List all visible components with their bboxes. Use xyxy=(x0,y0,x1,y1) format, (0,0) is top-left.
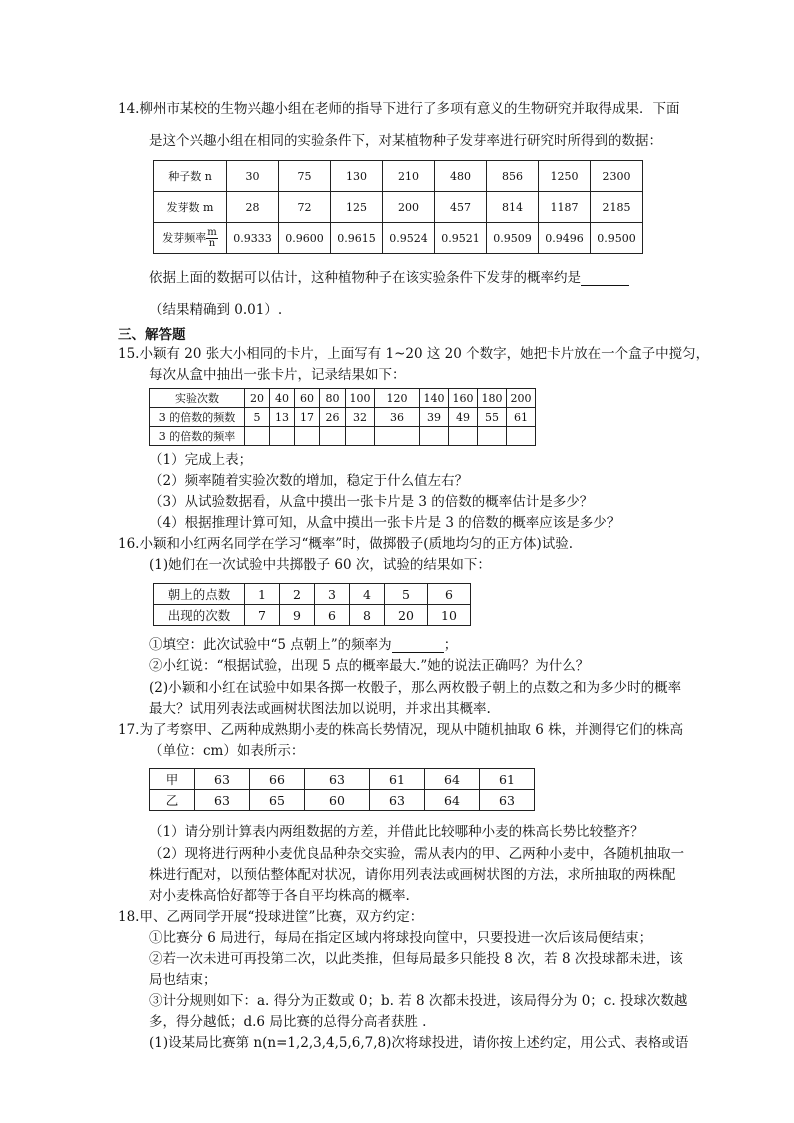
section-heading: 三、解答题 xyxy=(118,327,186,343)
q17-sub2-line1: （2）现将进行两种小麦优良品种杂交实验，需从表内的甲、乙两种小麦中，各随机抽取一 xyxy=(149,846,685,862)
table-cell: 9 xyxy=(280,605,315,626)
table-cell: 2185 xyxy=(591,192,643,223)
q14-line4: （结果精确到 0.01）. xyxy=(149,302,283,318)
q15-line1: 15.小颖有 20 张大小相同的卡片，上面写有 1~20 这 20 个数字，她把卡片放在一个盒子中搅匀， xyxy=(118,346,710,362)
table-cell: 39 xyxy=(420,408,449,427)
table-cell: 4 xyxy=(350,584,385,605)
table-row xyxy=(154,161,643,192)
table-cell: 13 xyxy=(270,408,295,427)
table-row xyxy=(150,427,536,446)
table-cell[interactable] xyxy=(420,427,449,446)
table-cell: 120 xyxy=(375,389,420,408)
q18-part1: (1)设某局比赛第 n(n=1,2,3,4,5,6,7,8)次将球投进，请你按上述约定，用公式、表格或语 xyxy=(149,1035,689,1051)
table-cell: 0.9500 xyxy=(591,223,643,254)
table-cell: 60 xyxy=(295,389,320,408)
table-cell: 72 xyxy=(279,192,331,223)
table-cell: 0.9333 xyxy=(227,223,279,254)
table-cell: 1 xyxy=(245,584,280,605)
table-cell: 200 xyxy=(507,389,536,408)
table-cell: 3 的倍数的频数 xyxy=(150,408,245,427)
table-cell: 0.9496 xyxy=(539,223,591,254)
table-cell: 64 xyxy=(425,790,480,811)
table-row xyxy=(150,389,536,408)
q18-rule3-line1: ③计分规则如下：a. 得分为正数或 0；b. 若 8 次都未投进，该局得分为 0；c. 投球次数越 xyxy=(149,993,688,1009)
table-cell: 1187 xyxy=(539,192,591,223)
q14-line3 xyxy=(149,270,629,286)
table-cell[interactable] xyxy=(478,427,507,446)
table-cell: 出现的次数 xyxy=(154,605,245,626)
q15-line2: 每次从盒中抽出一张卡片，记录结果如下： xyxy=(149,367,406,383)
q17-table xyxy=(149,768,535,811)
table-cell: 17 xyxy=(295,408,320,427)
q18-rule3-line2: 多，得分越低；d.6 局比赛的总得分高者获胜 . xyxy=(149,1014,427,1030)
table-cell: 0.9600 xyxy=(279,223,331,254)
table-row xyxy=(154,223,643,254)
table-row xyxy=(150,408,536,427)
table-cell: 140 xyxy=(420,389,449,408)
q17-sub1: （1）请分别计算表内两组数据的方差，并借此比较哪种小麦的株高长势比较整齐？ xyxy=(149,824,644,840)
table-cell: 20 xyxy=(385,605,428,626)
table-cell[interactable] xyxy=(375,427,420,446)
table-cell: 2 xyxy=(280,584,315,605)
frequency-label: 发芽频率 xyxy=(162,231,207,244)
q18-line1: 18.甲、乙两同学开展“投球进筐”比赛，双方约定： xyxy=(118,909,424,925)
table-cell: 63 xyxy=(195,790,250,811)
table-cell: 3 的倍数的频率 xyxy=(150,427,245,446)
q18-rule2-line2: 局也结束； xyxy=(149,972,217,988)
table-cell: 6 xyxy=(315,605,350,626)
table-row xyxy=(154,584,471,605)
table-cell: 发芽数 m xyxy=(154,192,227,223)
table-row xyxy=(150,790,535,811)
q14-line1: 14.柳州市某校的生物兴趣小组在老师的指导下进行了多项有意义的生物研究并取得成果．下面 xyxy=(118,101,680,117)
table-cell: 6 xyxy=(428,584,471,605)
q17-sub2-line2: 株进行配对，以预估整体配对状况，请你用列表法或画树状图的方法，求所抽取的两株配 xyxy=(149,867,676,883)
table-cell: 8 xyxy=(350,605,385,626)
table-cell: 180 xyxy=(478,389,507,408)
q17-line1: 17.为了考察甲、乙两种成熟期小麦的株高长势情况，现从中随机抽取 6 株，并测得它们的株高 xyxy=(118,722,684,738)
table-cell: 5 xyxy=(245,408,270,427)
table-cell: 32 xyxy=(346,408,375,427)
q16-line2: (1)她们在一次试验中共掷骰子 60 次，试验的结果如下： xyxy=(149,557,491,573)
q14-line3-text: 依据上面的数据可以估计，这种植物种子在该实验条件下发芽的概率约是 xyxy=(149,270,581,286)
table-cell: 26 xyxy=(320,408,346,427)
table-cell: 10 xyxy=(428,605,471,626)
table-cell: 66 xyxy=(250,769,305,790)
table-cell: 63 xyxy=(480,790,535,811)
table-cell: 75 xyxy=(279,161,331,192)
table-cell: 63 xyxy=(305,769,370,790)
table-row xyxy=(154,605,471,626)
table-cell: 40 xyxy=(270,389,295,408)
fraction-denominator: n xyxy=(208,237,216,249)
table-row xyxy=(154,192,643,223)
table-cell: 朝上的点数 xyxy=(154,584,245,605)
table-cell: 61 xyxy=(370,769,425,790)
table-cell xyxy=(154,223,227,254)
table-cell: 实验次数 xyxy=(150,389,245,408)
q16-part2-line1: (2)小颖和小红在试验中如果各掷一枚骰子，那么两枚骰子朝上的点数之和为多少时的概率 xyxy=(149,680,682,696)
q15-sub2: （2）频率随着实验次数的增加，稳定于什么值左右？ xyxy=(149,473,469,489)
q16-part2-line2: 最大？试用列表法或画树状图法加以说明，并求出其概率. xyxy=(149,701,491,717)
q15-sub3: （3）从试验数据看，从盒中摸出一张卡片是 3 的倍数的概率估计是多少？ xyxy=(149,494,594,510)
table-cell[interactable] xyxy=(346,427,375,446)
table-cell: 0.9509 xyxy=(487,223,539,254)
table-cell: 55 xyxy=(478,408,507,427)
table-cell: 64 xyxy=(425,769,480,790)
table-cell: 200 xyxy=(383,192,435,223)
q14-line2: 是这个兴趣小组在相同的实验条件下，对某植物种子发芽率进行研究时所得到的数据： xyxy=(149,133,662,149)
table-cell: 种子数 n xyxy=(154,161,227,192)
q16-item2: ②小红说：“根据试验，出现 5 点的概率最大.”她的说法正确吗？为什么？ xyxy=(149,658,590,674)
table-cell: 20 xyxy=(245,389,270,408)
q16-item1-end: ； xyxy=(443,637,458,653)
q15-table xyxy=(149,388,536,446)
table-cell: 814 xyxy=(487,192,539,223)
table-cell: 2300 xyxy=(591,161,643,192)
q15-sub1: （1）完成上表； xyxy=(149,452,253,468)
table-cell: 457 xyxy=(435,192,487,223)
table-cell: 210 xyxy=(383,161,435,192)
table-cell[interactable] xyxy=(449,427,478,446)
table-cell: 80 xyxy=(320,389,346,408)
table-cell[interactable] xyxy=(270,427,295,446)
table-row xyxy=(150,769,535,790)
q18-rule1: ①比赛分 6 局进行，每局在指定区域内将球投向筐中，只要投进一次后该局便结束； xyxy=(149,930,653,946)
table-cell: 130 xyxy=(331,161,383,192)
fraction xyxy=(206,228,217,249)
fraction-numerator: m xyxy=(207,226,217,238)
table-cell[interactable] xyxy=(320,427,346,446)
table-cell: 65 xyxy=(250,790,305,811)
q14-table xyxy=(153,160,643,254)
table-cell[interactable] xyxy=(507,427,536,446)
table-cell: 61 xyxy=(507,408,536,427)
answer-blank[interactable] xyxy=(581,271,629,286)
table-cell: 49 xyxy=(449,408,478,427)
table-cell: 28 xyxy=(227,192,279,223)
q17-sub2-line3: 对小麦株高恰好都等于各自平均株高的概率. xyxy=(149,888,410,904)
table-cell: 0.9615 xyxy=(331,223,383,254)
table-cell: 30 xyxy=(227,161,279,192)
q17-line2: （单位：cm）如表所示： xyxy=(149,743,305,759)
table-cell: 0.9524 xyxy=(383,223,435,254)
q16-line1: 16.小颖和小红两名同学在学习“概率”时，做掷骰子(质地均匀的正方体)试验. xyxy=(118,536,574,552)
table-cell: 60 xyxy=(305,790,370,811)
table-cell: 0.9521 xyxy=(435,223,487,254)
table-cell: 61 xyxy=(480,769,535,790)
table-cell: 乙 xyxy=(150,790,195,811)
table-cell: 5 xyxy=(385,584,428,605)
q15-sub4: （4）根据推理计算可知，从盒中摸出一张卡片是 3 的倍数的概率应该是多少？ xyxy=(149,515,621,531)
q16-table xyxy=(153,583,471,626)
table-cell: 856 xyxy=(487,161,539,192)
q18-rule2-line1: ②若一次未进可再投第二次，以此类推，但每局最多只能投 8 次，若 8 次投球都未进，该 xyxy=(149,951,683,967)
table-cell: 甲 xyxy=(150,769,195,790)
table-cell: 100 xyxy=(346,389,375,408)
table-cell: 36 xyxy=(375,408,420,427)
table-cell: 63 xyxy=(370,790,425,811)
table-cell[interactable] xyxy=(245,427,270,446)
q16-item1-text: ①填空：此次试验中“5 点朝上”的频率为 xyxy=(149,637,392,653)
table-cell: 480 xyxy=(435,161,487,192)
table-cell: 160 xyxy=(449,389,478,408)
q16-item1 xyxy=(149,637,457,653)
table-cell: 1250 xyxy=(539,161,591,192)
table-cell: 7 xyxy=(245,605,280,626)
answer-blank[interactable] xyxy=(392,638,444,653)
table-cell: 3 xyxy=(315,584,350,605)
table-cell: 63 xyxy=(195,769,250,790)
table-cell: 125 xyxy=(331,192,383,223)
table-cell[interactable] xyxy=(295,427,320,446)
